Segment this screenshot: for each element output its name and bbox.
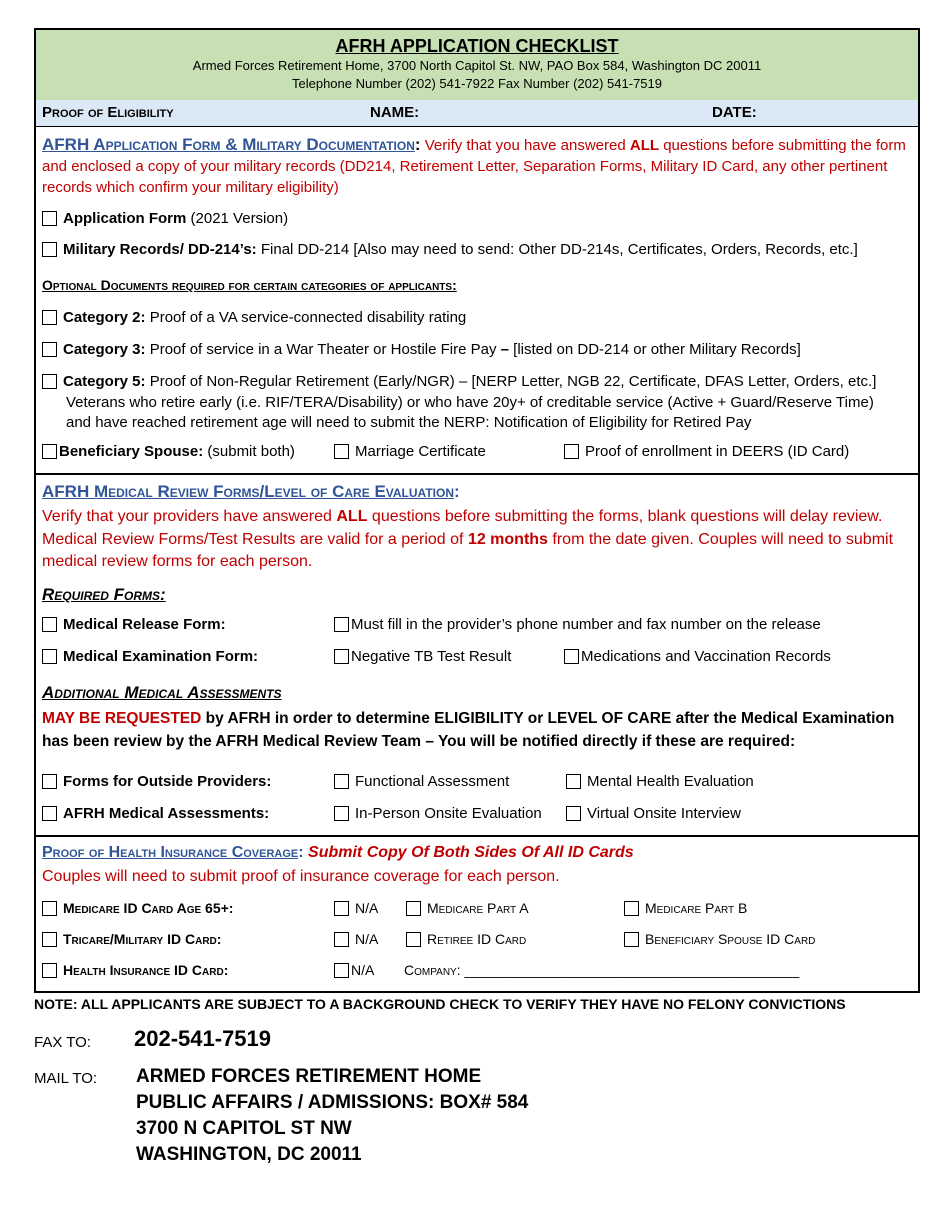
proof-of-eligibility-label: Proof of Eligibility — [42, 104, 174, 121]
section2-instr-a: Verify that your providers have answered — [42, 508, 337, 525]
category3-checkbox[interactable] — [42, 342, 57, 357]
application-form-label: Application Form — [63, 210, 187, 227]
functional-row — [334, 773, 509, 790]
application-form-row — [42, 210, 288, 227]
release-note-checkbox[interactable] — [334, 617, 349, 632]
category2-checkbox[interactable] — [42, 310, 57, 325]
part-a-checkbox[interactable] — [406, 901, 421, 916]
health-na-row — [334, 962, 374, 978]
health-insurance-checkbox[interactable] — [42, 963, 57, 978]
tb-test-checkbox[interactable] — [334, 649, 349, 664]
release-note-row — [334, 616, 821, 633]
medicare-row — [42, 900, 233, 916]
tricare-na-row — [334, 931, 378, 947]
category5-line1: Proof of Non-Regular Retirement (Early/NGR) – [NERP Letter, NGB 22, Certificate, DFAS Letter, Orders, etc.] — [145, 373, 877, 390]
beneficiary-id-label: Beneficiary Spouse ID Card — [645, 931, 816, 947]
medical-release-row — [42, 616, 226, 633]
release-note-label: Must fill in the provider’s phone number and fax number on the release — [351, 616, 821, 633]
afrh-medical-checkbox[interactable] — [42, 806, 57, 821]
may-be-requested-label: MAY BE REQUESTED — [42, 710, 202, 727]
fax-number: 202-541-7519 — [134, 1026, 272, 1051]
section1-intro — [42, 134, 912, 198]
in-person-label: In-Person Onsite Evaluation — [355, 805, 542, 822]
section3-heading: Proof of Health Insurance Coverage — [42, 844, 299, 861]
section2-colon: : — [454, 482, 460, 501]
mail-address — [136, 1064, 528, 1168]
form-header — [36, 30, 918, 101]
beneficiary-id-checkbox[interactable] — [624, 932, 639, 947]
virtual-row — [566, 805, 741, 822]
beneficiary-spouse-note: (submit both) — [203, 443, 295, 460]
beneficiary-spouse-checkbox[interactable] — [42, 444, 57, 459]
section1-colon: : — [414, 135, 421, 154]
optional-documents-heading: Optional Documents required for certain categories of applicants: — [42, 277, 457, 293]
category2-row — [42, 309, 466, 326]
may-be-requested-paragraph — [42, 707, 912, 753]
section1-instr-a: Verify that you have answered — [424, 137, 630, 154]
beneficiary-spouse-label: Beneficiary Spouse: — [59, 443, 204, 460]
section1-instr-b: questions before submitting the form and enclosed a copy of your military records (DD214, Retirement Letter, Separation Forms, Military ID Card, any other pertinent records which confirm your military eligibility) — [42, 137, 906, 196]
beneficiary-spouse-row — [42, 443, 295, 460]
section2-heading: AFRH Medical Review Forms/Level of Care Evaluation — [42, 482, 454, 501]
name-label: NAME: — [370, 104, 420, 121]
section3-colon: : — [298, 844, 304, 861]
retiree-checkbox[interactable] — [406, 932, 421, 947]
additional-assessments-heading: Additional Medical Assessments — [42, 683, 282, 702]
part-b-label: Medicare Part B — [645, 900, 748, 916]
section3-submit-note: Submit Copy Of Both Sides Of All ID Cards — [303, 844, 634, 861]
proof-bar — [36, 100, 918, 127]
section2-instr-b: questions before submitting the forms, blank questions will delay review. Medical Review Forms/Test Results are valid for a period of — [42, 508, 883, 548]
medicare-checkbox[interactable] — [42, 901, 57, 916]
mail-line-4: WASHINGTON, DC 20011 — [136, 1144, 362, 1165]
tb-test-row — [334, 648, 511, 665]
tricare-na-label: N/A — [355, 931, 379, 947]
health-insurance-label: Health Insurance ID Card: — [63, 962, 229, 978]
section3-couples-note: Couples will need to submit proof of insurance coverage for each person. — [42, 868, 560, 885]
may-be-requested-text: by AFRH in order to determine ELIGIBILITY or LEVEL OF CARE after the Medical Examination has been review by the AFRH Medical Review Team – You will be notified directly if these are required: — [42, 710, 895, 750]
category3-label: Category 3: — [63, 341, 146, 358]
part-a-label: Medicare Part A — [427, 900, 529, 916]
military-records-checkbox[interactable] — [42, 242, 57, 257]
date-label: DATE: — [712, 104, 757, 121]
part-b-checkbox[interactable] — [624, 901, 639, 916]
section2-instr-all: ALL — [336, 508, 368, 525]
tricare-na-checkbox[interactable] — [334, 932, 349, 947]
section-divider-1 — [36, 473, 918, 475]
medical-exam-label: Medical Examination Form: — [63, 648, 259, 665]
marriage-certificate-label: Marriage Certificate — [355, 443, 486, 460]
fax-label: FAX TO: — [34, 1034, 91, 1051]
category3-desc: Proof of service in a War Theater or Hostile Fire Pay — [145, 341, 501, 358]
tricare-checkbox[interactable] — [42, 932, 57, 947]
background-check-note: NOTE: ALL APPLICANTS ARE SUBJECT TO A BACKGROUND CHECK TO VERIFY THEY HAVE NO FELONY CONVICTIONS — [34, 996, 846, 1012]
outside-providers-row — [42, 773, 271, 790]
functional-checkbox[interactable] — [334, 774, 349, 789]
outside-providers-label: Forms for Outside Providers: — [63, 773, 272, 790]
section2-instructions — [42, 506, 912, 574]
military-records-desc: Final DD-214 [Also may need to send: Other DD-214s, Certificates, Orders, Records, etc.] — [256, 241, 858, 258]
health-insurance-row — [42, 962, 228, 978]
category5-line3: and have reached retirement age will need to submit the NERP: Notification of Eligibility for Retired Pay — [66, 414, 752, 431]
category3-row — [42, 341, 801, 358]
section1-instr-all: ALL — [629, 137, 660, 154]
medications-checkbox[interactable] — [564, 649, 579, 664]
medicare-label: Medicare ID Card Age 65+: — [63, 900, 234, 916]
part-b-row — [624, 900, 747, 916]
required-forms-heading: Required Forms: — [42, 585, 166, 604]
mental-health-label: Mental Health Evaluation — [587, 773, 754, 790]
medications-label: Medications and Vaccination Records — [581, 648, 831, 665]
mail-label: MAIL TO: — [34, 1070, 98, 1087]
retiree-label: Retiree ID Card — [427, 931, 527, 947]
part-a-row — [406, 900, 529, 916]
section1-heading: AFRH Application Form & Military Documentation — [42, 135, 415, 154]
category2-label: Category 2: — [63, 309, 146, 326]
in-person-checkbox[interactable] — [334, 806, 349, 821]
afrh-medical-label: AFRH Medical Assessments: — [63, 805, 270, 822]
mail-line-2: PUBLIC AFFAIRS / ADMISSIONS: BOX# 584 — [136, 1092, 529, 1113]
application-form-version: (2021 Version) — [186, 210, 289, 227]
medical-exam-row — [42, 648, 258, 665]
retiree-row — [406, 931, 526, 947]
medicare-na-row — [334, 900, 378, 916]
military-records-label: Military Records/ DD-214’s: — [63, 241, 257, 258]
category5-line2: Veterans who retire early (i.e. RIF/TERA/Disability) or who have 20y+ of creditable service (Active + Guard/Reserve Time) — [66, 393, 874, 411]
header-address: Armed Forces Retirement Home, 3700 North Capitol St. NW, PAO Box 584, Washington DC 20011 — [192, 58, 762, 73]
application-form-checkbox[interactable] — [42, 211, 57, 226]
outside-providers-checkbox[interactable] — [42, 774, 57, 789]
mail-line-3: 3700 N CAPITOL ST NW — [136, 1118, 352, 1139]
medical-exam-checkbox[interactable] — [42, 649, 57, 664]
marriage-certificate-checkbox[interactable] — [334, 444, 349, 459]
medications-row — [564, 648, 831, 665]
mental-health-checkbox[interactable] — [566, 774, 581, 789]
category5-label: Category 5: — [63, 373, 146, 390]
tricare-label: Tricare/Military ID Card: — [63, 931, 222, 947]
virtual-label: Virtual Onsite Interview — [587, 805, 741, 822]
section-divider-2 — [36, 835, 918, 837]
section2-heading-row — [42, 482, 460, 502]
section3-heading-row — [42, 844, 634, 862]
deers-row — [564, 443, 849, 460]
form-title: AFRH APPLICATION CHECKLIST — [335, 36, 619, 56]
functional-label: Functional Assessment — [355, 773, 510, 790]
in-person-row — [334, 805, 542, 822]
marriage-certificate-row — [334, 443, 486, 460]
virtual-checkbox[interactable] — [566, 806, 581, 821]
category2-desc: Proof of a VA service-connected disability rating — [145, 309, 467, 326]
category3-dash: – — [500, 341, 510, 358]
deers-checkbox[interactable] — [564, 444, 579, 459]
mental-health-row — [566, 773, 754, 790]
military-records-row — [42, 241, 858, 258]
medicare-na-checkbox[interactable] — [334, 901, 349, 916]
section2-instr-12months: 12 months — [467, 530, 548, 548]
deers-label: Proof of enrollment in DEERS (ID Card) — [585, 443, 850, 460]
checklist-form — [34, 28, 920, 993]
category5-checkbox[interactable] — [42, 374, 57, 389]
header-phones: Telephone Number (202) 541-7922 Fax Number (202) 541-7519 — [292, 76, 662, 91]
beneficiary-id-row — [624, 931, 815, 947]
company-field[interactable]: Company: ___________________________________________ — [404, 962, 800, 978]
health-na-label: N/A — [351, 962, 375, 978]
category5-row — [42, 372, 876, 434]
health-na-checkbox[interactable] — [334, 963, 349, 978]
tb-test-label: Negative TB Test Result — [351, 648, 512, 665]
medical-release-checkbox[interactable] — [42, 617, 57, 632]
category3-tail: [listed on DD-214 or other Military Records] — [509, 341, 801, 358]
tricare-row — [42, 931, 221, 947]
section2-instr-c: from the date given. Couples will need to submit medical review forms for each person. — [42, 530, 894, 570]
medicare-na-label: N/A — [355, 900, 379, 916]
mail-line-1: ARMED FORCES RETIREMENT HOME — [136, 1066, 482, 1087]
medical-release-label: Medical Release Form: — [63, 616, 226, 633]
afrh-medical-row — [42, 805, 269, 822]
